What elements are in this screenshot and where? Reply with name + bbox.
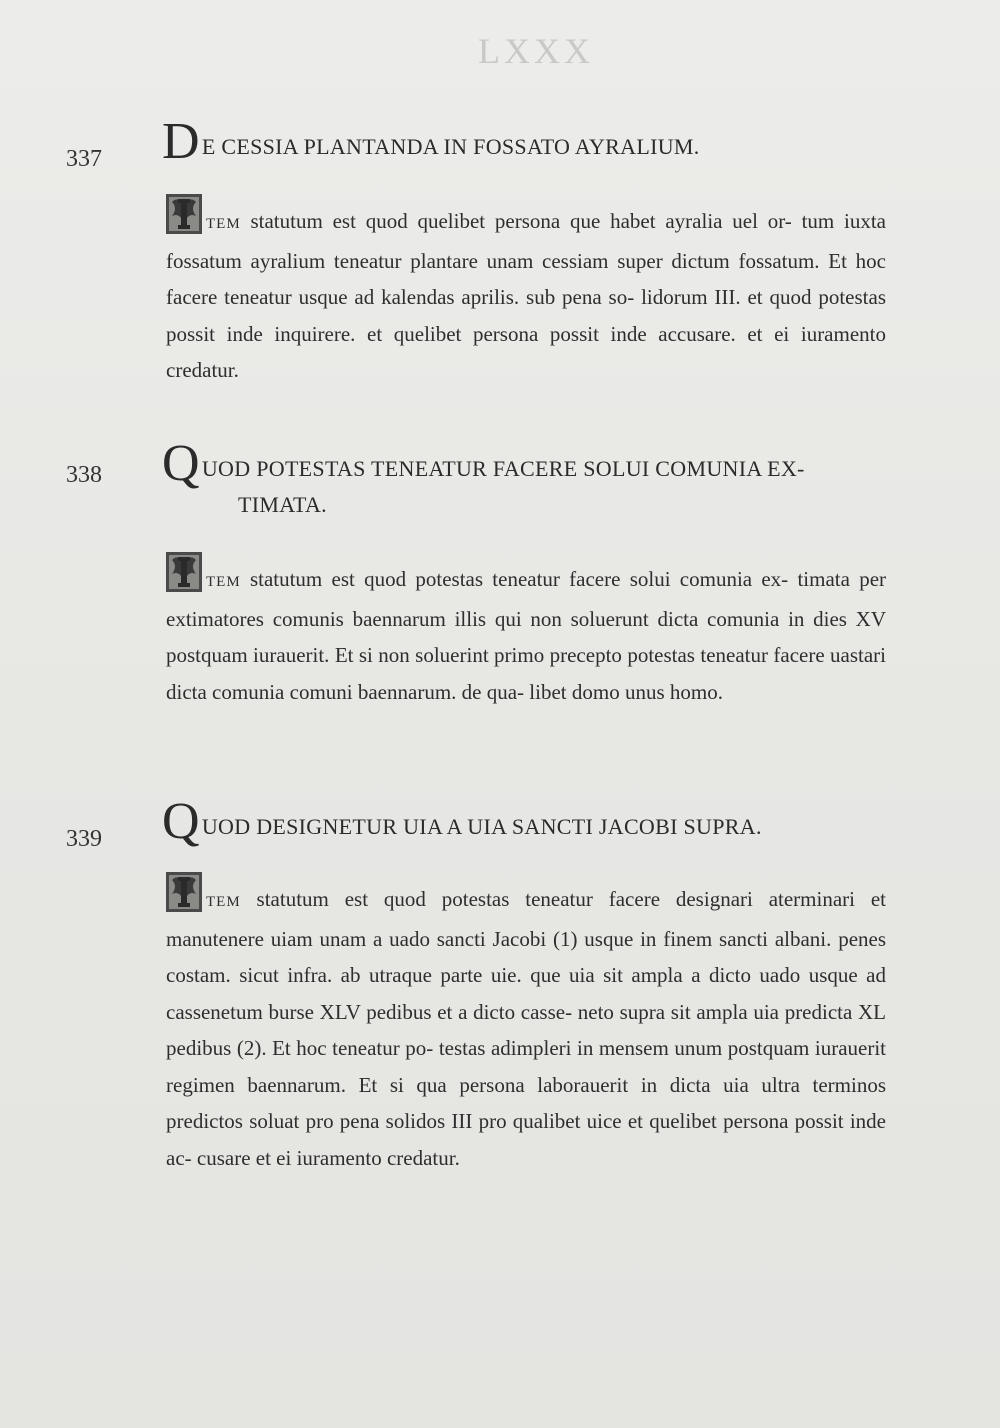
first-word: TEM	[206, 216, 241, 232]
body-line: testas adimpleri in mensem unum postquam iurauerit regimen baennarum.	[166, 1036, 887, 1097]
statute-number: 337	[66, 146, 102, 172]
statute-title	[162, 113, 892, 170]
title-text: UOD DESIGNETUR UIA A UIA SANCTI JACOBI SUPRA.	[201, 814, 762, 839]
title-initial: Q	[162, 793, 200, 850]
body-line: timata per extimatores comunis baennarum illis qui non soluerunt dicta	[166, 567, 887, 631]
ornate-initial-icon	[166, 872, 202, 912]
body-line: statutum est quod potestas teneatur facere designari aterminari	[256, 887, 855, 911]
statute-number: 338	[66, 462, 102, 488]
title-initial: Q	[162, 435, 200, 492]
title-text: UOD POTESTAS TENEATUR FACERE SOLUI COMUNIA EX-	[201, 456, 805, 481]
statute-body	[166, 872, 886, 1176]
body-line: neto supra sit ampla uia predicta XL pedibus (2). Et hoc teneatur po-	[166, 999, 886, 1060]
body-line: lidorum III. et quod potestas possit inde inquirere. et quelibet persona	[166, 285, 886, 346]
statute-body	[166, 194, 886, 389]
title-text: E CESSIA PLANTANDA IN FOSSATO AYRALIUM.	[201, 134, 700, 159]
statute-number: 339	[66, 826, 102, 852]
body-line: fossatum. Et hoc facere teneatur usque ad kalendas aprilis. sub pena so-	[166, 248, 886, 309]
ornate-initial-icon	[166, 552, 202, 592]
first-word: TEM	[206, 894, 241, 910]
body-line: et manutenere uiam unam a uado sancti Jacobi (1) usque in finem sancti	[166, 887, 886, 951]
body-line: tum iuxta fossatum ayralium teneatur plantare unam cessiam super dictum	[166, 209, 887, 273]
title-initial: D	[162, 113, 200, 170]
statute-title	[162, 793, 892, 850]
ornate-initial-icon	[166, 194, 202, 234]
body-line: libet domo unus homo.	[529, 679, 723, 704]
first-word: TEM	[206, 574, 241, 590]
ghost-page-number: LXXX	[478, 31, 594, 71]
body-line: statutum est quod quelibet persona que habet ayralia uel or-	[250, 209, 792, 233]
title-continuation: TIMATA.	[238, 492, 327, 517]
body-line: potestas teneatur facere uastari dicta comunia comuni baennarum. de qua-	[166, 643, 887, 704]
body-line: possit inde accusare. et ei iuramento credatur.	[166, 321, 886, 382]
statute-title	[162, 435, 892, 523]
body-line: Et si qua persona laborauerit in dicta uia ultra terminos predictos soluat	[166, 1072, 887, 1133]
body-line: statutum est quod potestas teneatur facere solui comunia ex-	[249, 567, 789, 591]
body-line: pro pena solidos III pro qualibet uice et quelibet persona possit inde ac-	[166, 1109, 886, 1170]
statute-body	[166, 552, 886, 710]
body-line: cusare et ei iuramento credatur.	[196, 1145, 460, 1170]
body-line: comunia in dies XV postquam iurauerit. Et si non soluerint primo precepto	[166, 606, 887, 667]
body-line: albani. penes costam. sicut infra. ab utraque parte uie. que uia sit ampla	[166, 926, 887, 987]
body-line: a dicto uado usque ad cassenetum burse XLV pedibus et a dicto casse-	[166, 963, 886, 1024]
